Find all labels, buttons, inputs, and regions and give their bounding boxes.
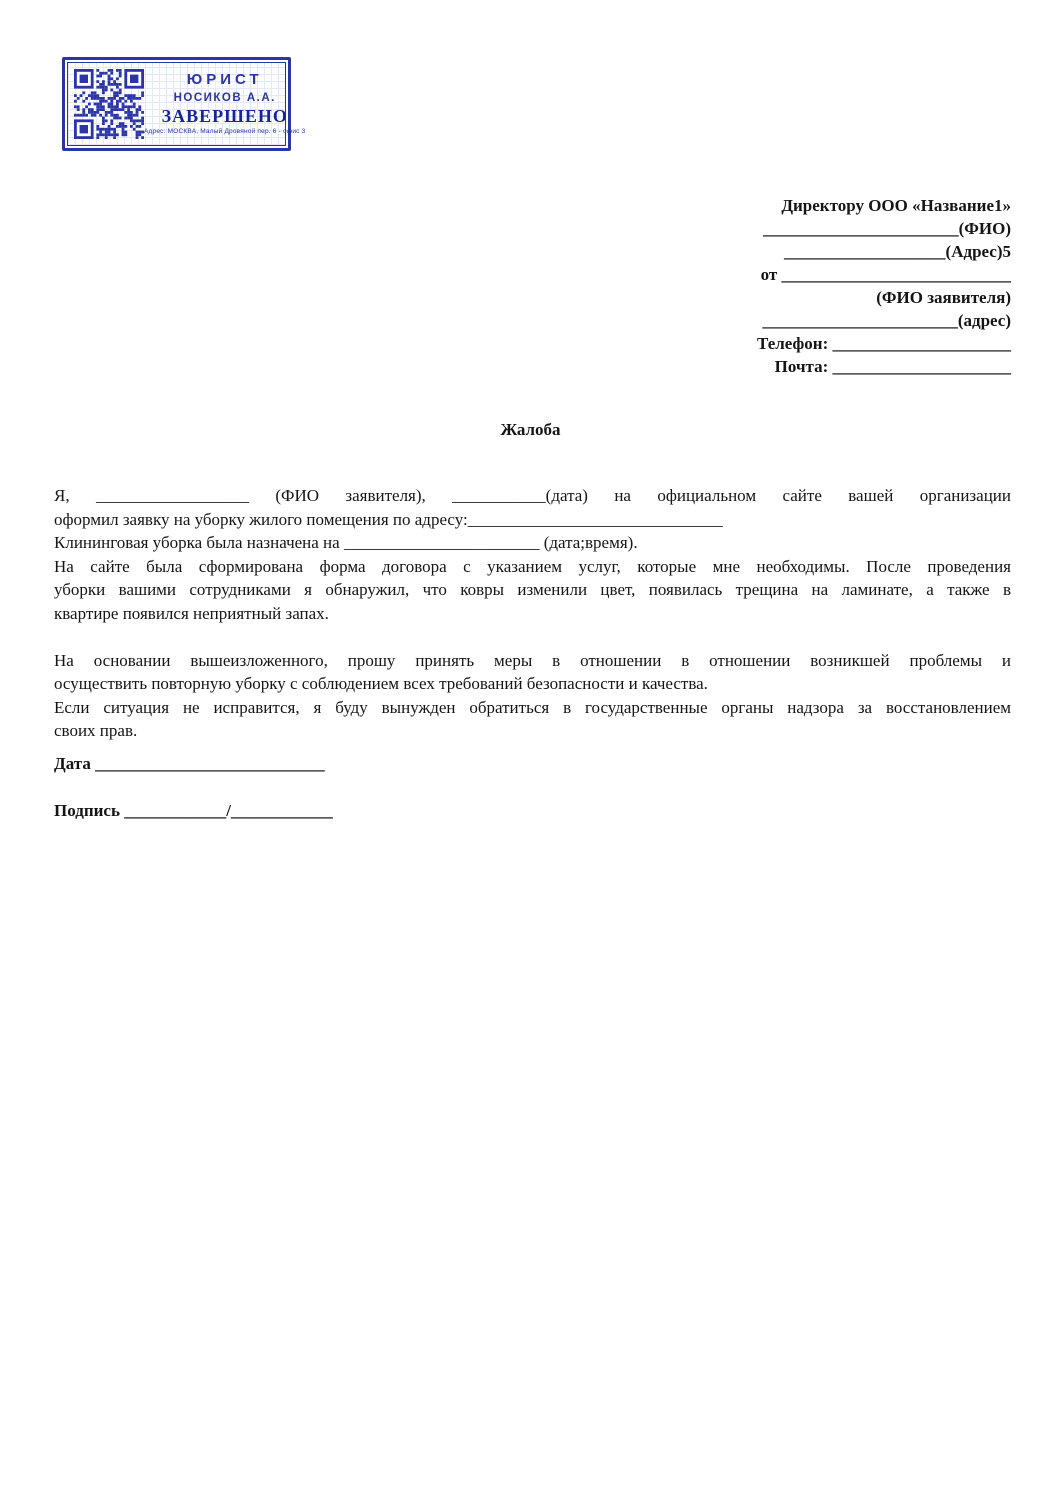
stamp-name: НОСИКОВ А.А. [173, 91, 276, 104]
recipient-line: Директору ООО «Название1» [781, 196, 1011, 215]
signature-line: Подпись ____________/____________ [54, 800, 333, 820]
date-line: Дата ___________________________ [54, 754, 325, 773]
body-line: Я, __________________ (ФИО заявителя), ___________(дата) на официальном сайте вашей организации [54, 486, 1011, 505]
paragraph-gap [54, 625, 1011, 649]
recipient-address-field: ___________________(Адрес)5 [784, 242, 1011, 261]
recipient-fio-field: _______________________(ФИО) [763, 219, 1011, 238]
body-line: На основании вышеизложенного, прошу принять меры в отношении в отношении возникшей проблемы и [54, 650, 1011, 670]
approval-stamp [62, 57, 306, 151]
sender-fio-label: (ФИО заявителя) [876, 288, 1011, 307]
body-line: оформил заявку на уборку жилого помещения по адресу:______________________________ [54, 509, 723, 529]
body-line: квартире появился неприятный запах. [54, 603, 329, 623]
body-line: Если ситуация не исправится, я буду вынужден обратиться в государственные органы надзора за восстановлением [54, 697, 1011, 717]
stamp-address: Адрес: МОСКВА, Малый Дровяной пер. 6 - офис 3 [144, 127, 306, 135]
qr-code-icon [74, 67, 144, 141]
sender-email-field: Почта: _____________________ [774, 357, 1011, 376]
stamp-title: ЮРИСТ [186, 71, 263, 89]
document-title: Жалоба [500, 420, 561, 439]
stamp-status: ЗАВЕРШЕНО [161, 106, 288, 127]
body-line: На сайте была сформирована форма договора с указанием услуг, которые мне необходимы. После проведения [54, 556, 1011, 576]
body-line: уборки вашими сотрудниками я обнаружил, что ковры изменили цвет, появилась трещина на ламинате, а также в [54, 580, 1011, 599]
body-line: Клининговая уборка была назначена на _______________________ (дата;время). [54, 533, 638, 552]
sender-from-field: от ___________________________ [760, 265, 1011, 284]
stamp-inner-frame [67, 62, 306, 146]
complaint-body [54, 484, 1011, 743]
signature-block [54, 752, 333, 822]
body-line: осуществить повторную уборку с соблюдением всех требований безопасности и качества. [54, 674, 708, 693]
sender-phone-field: Телефон: _____________________ [757, 334, 1011, 353]
sender-address-field: _______________________(адрес) [762, 311, 1011, 330]
stamp-text-block [144, 72, 305, 136]
body-line: своих прав. [54, 721, 138, 740]
recipient-block [729, 194, 1011, 378]
